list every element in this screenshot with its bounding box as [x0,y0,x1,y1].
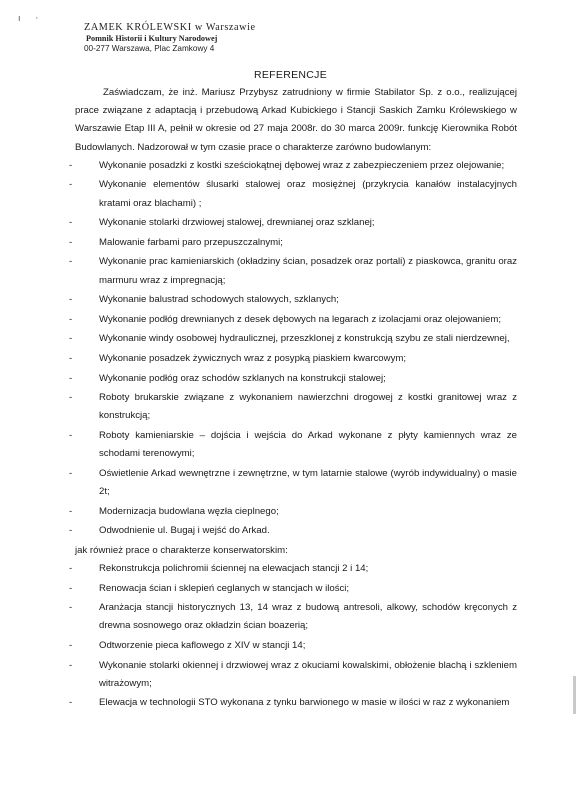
list-dash: - [69,236,73,248]
list-item-text: Wykonanie posadzek żywicznych wraz z posypką piaskiem kwarcowym; [99,352,407,364]
list-item-text: Modernizacja budowlana węzła cieplnego; [99,505,279,517]
list-item-text: Odtworzenie pieca kaflowego z XIV w stancji 14; [99,639,306,651]
list-dash: - [69,392,73,404]
list-item-text: Oświetlenie Arkad wewnętrzne i zewnętrzne, w tym latarnie stalowe (wyrób indywidualny) o masie 2t; [99,467,517,497]
list-dash: - [69,582,73,594]
construction-item [69,522,517,540]
conservation-item [69,580,517,598]
construction-item [69,427,517,463]
construction-item [69,465,517,501]
letterhead-stamp [84,22,304,54]
list-item-text: Renowacja ścian i sklepień ceglanych w stancjach w ilości; [99,582,350,594]
list-item-text: Wykonanie prac kamieniarskich (okładziny ścian, posadzek oraz portali) z piaskowca, granitu oraz marmuru wraz z impregnacją; [99,256,517,286]
list-dash: - [69,179,73,191]
list-dash: - [69,562,73,574]
list-dash: - [69,333,73,345]
scan-corner-mark: ı · [18,14,45,24]
list-item-text: Roboty brukarskie związane z wykonaniem nawierzchni drogowej z kostki granitowej wraz z konstrukcją; [99,392,517,422]
construction-item [69,291,517,309]
conservation-item [69,599,517,635]
list-dash: - [69,256,73,268]
list-dash: - [69,429,73,441]
construction-item [69,176,517,212]
list-item-text: Odwodnienie ul. Bugaj i wejść do Arkad. [99,525,270,537]
construction-works-list [69,157,517,541]
list-dash: - [69,294,73,306]
construction-item [69,370,517,388]
list-dash: - [69,659,73,671]
list-dash: - [69,697,73,709]
letterhead-address: 00-277 Warszawa, Plac Zamkowy 4 [84,44,215,53]
list-dash: - [69,602,73,614]
list-item-text: Wykonanie stolarki drzwiowej stalowej, drewnianej oraz szklanej; [99,217,375,229]
list-dash: - [69,525,73,537]
conservation-works-list [69,560,517,713]
list-item-text: Wykonanie balustrad schodowych stalowych, szklanych; [99,294,339,306]
letterhead-subtitle: Pomnik Historii i Kultury Narodowej [86,34,218,43]
list-item-text: Wykonanie windy osobowej hydraulicznej, przeszklonej z konstrukcją szybu ze stali nierdzewnej, [99,333,510,345]
document-body [69,84,517,714]
conservation-item [69,657,517,693]
list-item-text: Rekonstrukcja polichromii ściennej na elewacjach stancji 2 i 14; [99,562,369,574]
construction-item [69,214,517,232]
list-dash: - [69,639,73,651]
conservation-item [69,694,517,712]
list-dash: - [69,313,73,325]
construction-item [69,350,517,368]
list-dash: - [69,352,73,364]
list-item-text: Wykonanie posadzki z kostki sześciokątnej dębowej wraz z zabezpieczeniem przez olejowanie; [99,159,505,171]
list-dash: - [69,467,73,479]
list-item-text: Wykonanie elementów ślusarki stalowej oraz mosiężnej (przykrycia kanałów instalacyjnych kratami oraz blachami) ; [99,179,517,209]
document-title: REFERENCJE [253,69,327,81]
conservation-intro: jak również prace o charakterze konserwatorskim: [75,544,288,556]
construction-item [69,389,517,425]
construction-item [69,234,517,252]
list-dash: - [69,372,73,384]
conservation-item [69,637,517,655]
list-dash: - [69,505,73,517]
construction-item [69,503,517,521]
construction-item [69,330,517,348]
construction-item [69,311,517,329]
intro-paragraph: Zaświadczam, że inż. Mariusz Przybysz zatrudniony w firmie Stabilator Sp. z o.o., realizującej prace związane z adaptacją i przebudową Arkad Kubickiego i Stancji Saskich Zamku Królewskiego w Warszawie Etap III A, pełnił w okresie od 27 maja 2008r. do 30 marca 2009r. funkcję Kierownika Robót Budowlanych. Nadzorował w tym czasie prace o charakterze zarówno budowlanym: [75,87,517,153]
list-dash: - [69,217,73,229]
list-item-text: Wykonanie podłóg drewnianych z desek dębowych na legarach z izolacjami oraz olejowaniem; [99,313,502,325]
list-item-text: Malowanie farbami paro przepuszczalnymi; [99,236,283,248]
list-dash: - [69,159,73,171]
list-item-text: Wykonanie stolarki okiennej i drzwiowej wraz z okuciami kowalskimi, obłożenie blachą i szkleniem witrażowym; [99,659,517,689]
list-item-text: Roboty kamieniarskie – dojścia i wejścia do Arkad wykonane z płyty kamiennych wraz ze schodami terenowymi; [99,429,517,460]
list-item-text: Wykonanie podłóg oraz schodów szklanych na konstrukcji stalowej; [99,372,386,384]
conservation-item [69,560,517,578]
construction-item [69,253,517,289]
construction-item [69,157,517,175]
scan-edge-shadow [573,676,576,714]
letterhead-institution: ZAMEK KRÓLEWSKI w Warszawie [84,22,256,33]
list-item-text: Elewacja w technologii STO wykonana z tynku barwionego w masie w ilości w raz z wykonaniem [99,697,510,709]
list-item-text: Aranżacja stancji historycznych 13, 14 wraz z budową antresoli, alkowy, schodów kręconych z drewna sosnowego oraz okładzin ścian boazerią; [99,602,517,632]
